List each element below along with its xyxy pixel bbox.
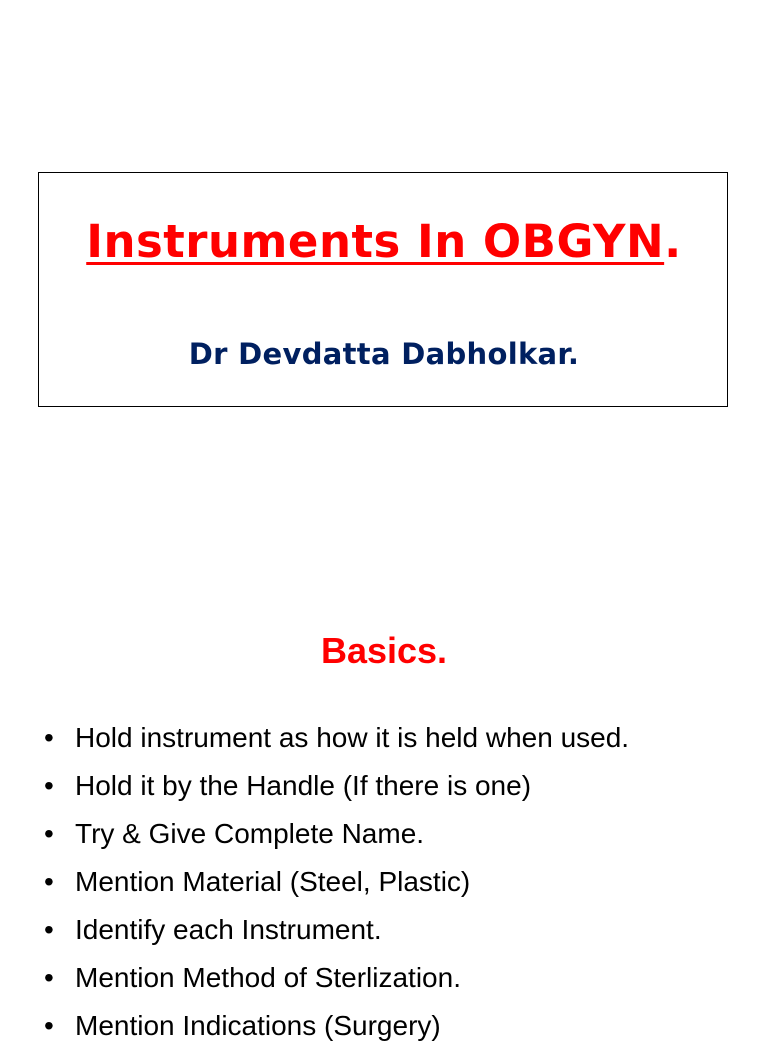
bullet-item [40,714,760,762]
section-heading-basics: Basics. [320,630,448,671]
bullet-icon: • [44,866,54,897]
bullet-text: Try & Give Complete Name. [75,818,425,849]
bullet-text: Mention Indications (Surgery) [75,1010,441,1041]
bullet-text: Hold it by the Handle (If there is one) [75,770,532,801]
bullet-item [40,762,760,810]
bullet-text: Identify each Instrument. [75,914,382,945]
bullet-item [40,810,760,858]
bullet-icon: • [44,818,54,849]
bullet-text: Mention Method of Sterlization. [75,962,461,993]
bullet-item [40,1002,760,1050]
bullet-item [40,858,760,906]
bullet-icon: • [44,962,54,993]
bullet-icon: • [44,914,54,945]
slide-title [0,212,768,272]
bullet-text: Hold instrument as how it is held when used. [75,722,630,753]
bullet-icon: • [44,1010,54,1041]
bullet-item [40,954,760,1002]
slide-title-period: . [664,215,682,268]
author-name: Dr Devdatta Dabholkar. [188,337,580,371]
bullet-list [40,714,760,1050]
bullet-icon: • [44,770,54,801]
bullet-icon: • [44,722,54,753]
slide-title-text: Instruments In OBGYN [86,215,665,268]
bullet-text: Mention Material (Steel, Plastic) [75,866,471,897]
bullet-item [40,906,760,954]
